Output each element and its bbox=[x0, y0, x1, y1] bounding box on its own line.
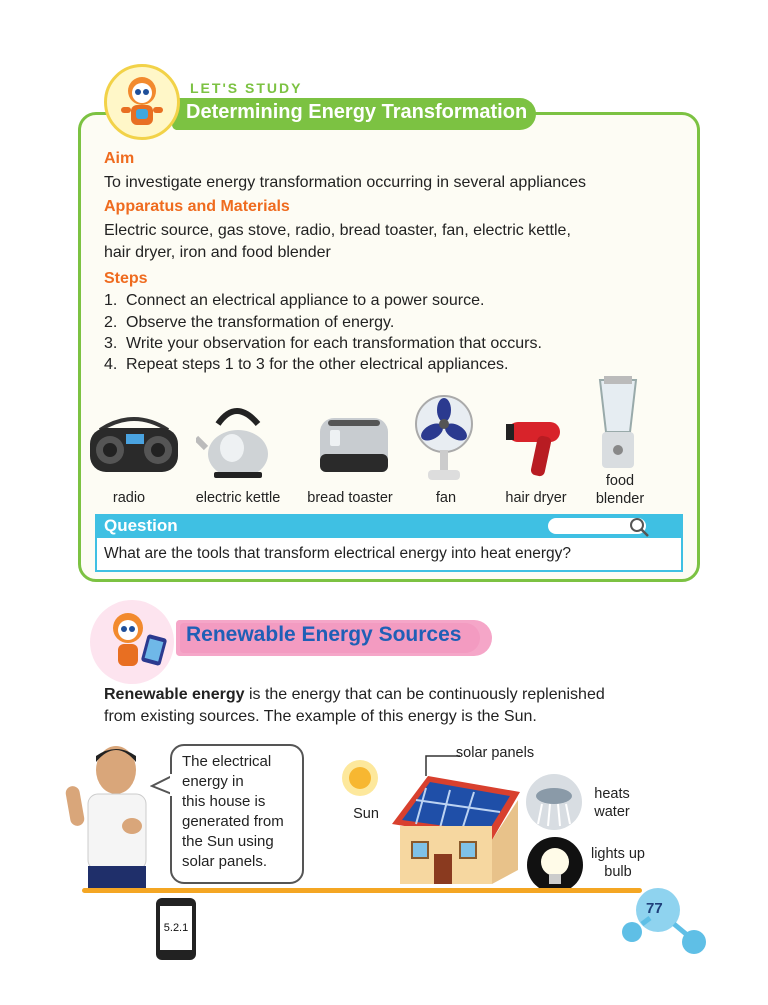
robot-mascot-icon bbox=[104, 64, 180, 140]
solar-panels-label: solar panels bbox=[455, 745, 535, 761]
lets-study-kicker: LET'S STUDY bbox=[190, 80, 303, 96]
house-solar-panel-icon bbox=[388, 770, 524, 890]
electric-kettle-icon bbox=[196, 398, 280, 482]
appliance-label-food: food bbox=[605, 473, 635, 489]
step-item: 1. Connect an electrical appliance to a power source. bbox=[104, 292, 485, 309]
lights-up-label: lights up bbox=[590, 846, 645, 862]
shower-head-icon bbox=[524, 772, 584, 832]
appliance-label-fan: fan bbox=[435, 490, 457, 506]
sun-label: Sun bbox=[353, 806, 379, 822]
radio-icon bbox=[86, 400, 182, 480]
apparatus-line-2: hair dryer, iron and food blender bbox=[104, 244, 331, 261]
appliance-label-radio: radio bbox=[112, 490, 146, 506]
bulb-label: bulb bbox=[604, 864, 632, 880]
step-item: 4. Repeat steps 1 to 3 for the other electrical appliances. bbox=[104, 356, 509, 373]
speech-bubble-tail bbox=[150, 774, 174, 796]
appliance-label-kettle: electric kettle bbox=[195, 490, 281, 506]
page-number: 77 bbox=[646, 900, 663, 917]
appliance-label-blender: blender bbox=[595, 491, 645, 507]
fan-icon bbox=[412, 394, 476, 484]
question-label: Question bbox=[104, 516, 178, 535]
step-item: 3. Write your observation for each transformation that occurs. bbox=[104, 335, 542, 352]
food-blender-icon bbox=[592, 376, 644, 472]
speech-bubble-text: The electrical energy in this house is generated from the Sun using solar panels. bbox=[182, 753, 284, 870]
sun-icon bbox=[338, 756, 382, 800]
renewable-title: Renewable Energy Sources bbox=[186, 623, 462, 646]
magnifier-icon bbox=[628, 516, 650, 538]
boy-illustration-icon bbox=[60, 736, 170, 892]
standard-code: 5.2.1 bbox=[160, 906, 192, 950]
aim-label: Aim bbox=[104, 150, 135, 167]
molecule-page-icon bbox=[620, 884, 710, 964]
footer-divider bbox=[82, 888, 642, 893]
step-item: 2. Observe the transformation of energy. bbox=[104, 314, 395, 331]
aim-text: To investigate energy transformation occurring in several appliances bbox=[104, 174, 587, 191]
study-title: Determining Energy Transformation bbox=[186, 101, 528, 123]
question-text: What are the tools that transform electrical energy into heat energy? bbox=[104, 545, 571, 562]
light-bulb-icon bbox=[526, 836, 584, 894]
appliance-label-hair-dryer: hair dryer bbox=[505, 490, 567, 506]
steps-label: Steps bbox=[104, 270, 148, 287]
appliance-label-toaster: bread toaster bbox=[307, 490, 393, 506]
apparatus-label: Apparatus and Materials bbox=[104, 198, 290, 215]
robot-tablet-mascot-icon bbox=[90, 600, 174, 684]
water-label: water bbox=[594, 804, 630, 820]
bread-toaster-icon bbox=[314, 410, 394, 480]
renewable-definition: Renewable energy is the energy that can be continuously replenished from existing sources. The example of this energy is the Sun. bbox=[104, 686, 605, 725]
hair-dryer-icon bbox=[504, 414, 568, 480]
heats-label: heats bbox=[594, 786, 630, 802]
apparatus-line-1: Electric source, gas stove, radio, bread toaster, fan, electric kettle, bbox=[104, 222, 571, 239]
